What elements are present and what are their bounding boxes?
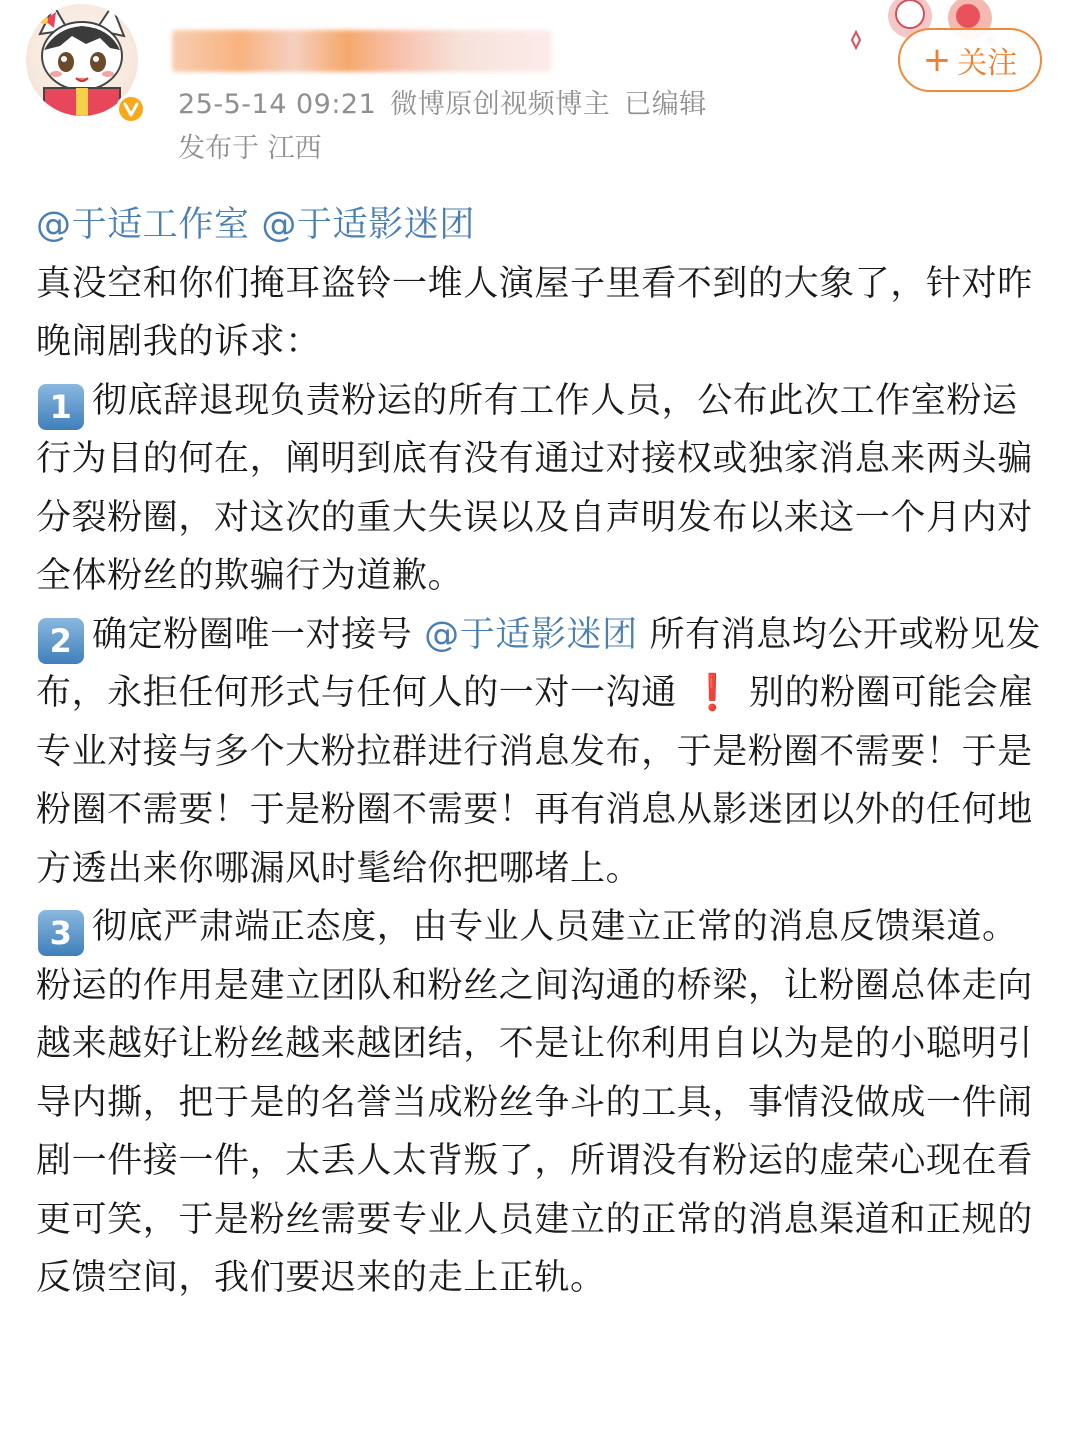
intro-paragraph: 真没空和你们掩耳盗铃一堆人演屋子里看不到的大象了，针对昨晚闹剧我的诉求：: [36, 263, 1033, 362]
post-timestamp: 25-5-14 09:21: [178, 89, 377, 120]
demand-item-3-text: 彻底严肃端正态度，由专业人员建立正常的消息反馈渠道。粉运的作用是建立团队和粉丝之间沟通的桥梁，让粉圈总体走向越来越好让粉丝越来越团结，不是让你利用自以为是的小聪明引导内撕，把于是的名誉当成粉丝争斗的工具，事情没做成一件闹剧一件接一件，太丢人太背叛了，所谓没有粉运的虚荣心现在看更可笑，于是粉丝需要专业人员建立的正常的消息渠道和正规的反馈空间，我们要迟来的走上正轨。: [36, 907, 1033, 1298]
plus-icon: +: [922, 40, 952, 80]
avatar-container[interactable]: [20, 4, 146, 124]
username-redacted[interactable]: [172, 30, 552, 72]
number-2-icon: 2: [38, 618, 84, 664]
post-content: [36, 196, 1046, 1308]
demand-item-1-text: 彻底辞退现负责粉运的所有工作人员，公布此次工作室粉运行为目的何在，阐明到底有没有通过对接权或独家消息来两头骗分裂粉圈，对这次的重大失误以及自声明发布以来这一个月内对全体粉丝的欺骗行为道歉。: [36, 380, 1033, 596]
demand-item-3: [36, 898, 1046, 1308]
mention-studio-link[interactable]: @于适工作室: [36, 205, 250, 245]
number-1-icon: 1: [38, 384, 84, 430]
follow-button[interactable]: [898, 28, 1042, 92]
demand-item-2-text-a: 确定粉圈唯一对接号: [92, 614, 413, 655]
edited-label: 已编辑: [624, 89, 707, 120]
post-meta: [178, 82, 721, 121]
post-source: 微博原创视频博主: [390, 89, 611, 120]
demand-item-2-text-c: 别的粉圈可能会雇专业对接与多个大粉拉群进行消息发布，于是粉圈不需要！于是粉圈不需要！于是粉圈不需要！再有消息从影迷团以外的任何地方透出来你哪漏风时髦给你把哪堵上。: [36, 673, 1034, 889]
demand-item-2-text-b: 所有消息均公开或粉见发布，永拒任何形式与任何人的一对一沟通: [36, 614, 1042, 713]
number-3-icon: 3: [38, 910, 84, 956]
exclamation-icon: ❗: [690, 673, 735, 713]
mention-fanclub-link[interactable]: @于适影迷团: [261, 205, 475, 245]
mention-fanclub-link-2[interactable]: @于适影迷团: [424, 614, 638, 655]
mentions-line: [36, 196, 1046, 255]
post-location: 发布于 江西: [178, 133, 322, 164]
demand-item-1: [36, 372, 1046, 606]
verified-badge-icon: [116, 94, 146, 124]
follow-label: 关注: [957, 46, 1018, 81]
demand-item-2: [36, 606, 1046, 899]
